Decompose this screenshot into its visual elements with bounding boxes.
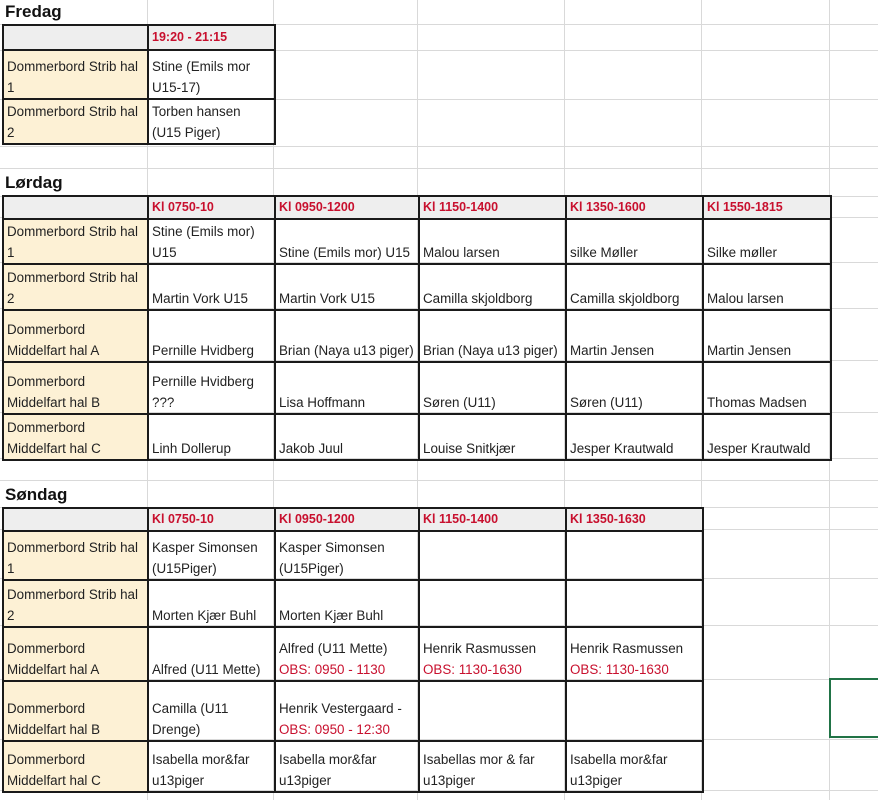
header-blank-cell[interactable] (3, 508, 148, 531)
section-title-lordag[interactable]: Lørdag (5, 173, 63, 192)
assignment-cell[interactable] (275, 681, 419, 741)
assignment-cell[interactable]: Kasper Simonsen (U15Piger) (148, 531, 275, 580)
assignment-name: Henrik Rasmussen (423, 641, 537, 656)
time-slot-header[interactable]: Kl 1150-1400 (419, 196, 566, 219)
assignment-cell[interactable]: Stine (Emils mor) U15 (148, 219, 275, 264)
assignment-cell[interactable]: Martin Jensen (703, 310, 831, 362)
hall-label[interactable]: Dommerbord Strib hal 2 (3, 264, 148, 310)
header-blank-cell[interactable] (3, 196, 148, 219)
assignment-cell[interactable]: Isabella mor&far u13piger (148, 741, 275, 792)
time-slot-header[interactable]: 19:20 - 21:15 (148, 25, 275, 50)
assignment-cell[interactable] (566, 580, 703, 627)
assignment-cell[interactable] (148, 681, 275, 741)
assignment-cell[interactable]: Malou larsen (703, 264, 831, 310)
assignment-cell[interactable]: Thomas Madsen (703, 362, 831, 414)
header-blank-cell[interactable] (3, 25, 148, 50)
assignment-cell[interactable]: Silke møller (703, 219, 831, 264)
assignment-cell[interactable] (419, 531, 566, 580)
assignment-cell[interactable]: Brian (Naya u13 piger) (275, 310, 419, 362)
hall-label[interactable]: Dommerbord Strib hal 1 (3, 50, 148, 99)
assignment-cell[interactable]: Malou larsen (419, 219, 566, 264)
assignment-cell[interactable]: Stine (Emils mor U15-17) (148, 50, 275, 99)
assignment-cell[interactable]: Morten Kjær Buhl (148, 580, 275, 627)
assignment-cell[interactable] (419, 580, 566, 627)
assignment-cell[interactable]: Camilla skjoldborg (419, 264, 566, 310)
schedule-table-lordag (2, 195, 832, 461)
hall-label[interactable]: Dommerbord Strib hal 2 (3, 580, 148, 627)
gridline (0, 146, 878, 147)
time-slot-header[interactable]: Kl 0950-1200 (275, 508, 419, 531)
assignment-cell[interactable] (419, 627, 566, 681)
assignment-cell[interactable] (566, 531, 703, 580)
time-slot-header[interactable]: Kl 1550-1815 (703, 196, 831, 219)
assignment-cell[interactable]: Isabella mor&far u13piger (566, 741, 703, 792)
active-cell-selection[interactable] (829, 678, 878, 738)
assignment-cell[interactable] (148, 627, 275, 681)
assignment-cell[interactable]: Pernille Hvidberg (148, 310, 275, 362)
schedule-table-fredag (2, 24, 276, 145)
obs-note: OBS: 1130-1630 (423, 662, 522, 677)
assignment-cell[interactable]: Louise Snitkjær (419, 414, 566, 460)
hall-label[interactable]: Dommerbord Middelfart hal C (3, 414, 148, 460)
hall-label[interactable]: Dommerbord Middelfart hal B (3, 362, 148, 414)
assignment-name: Henrik Vestergaard - (279, 701, 402, 716)
assignment-cell[interactable]: Martin Jensen (566, 310, 703, 362)
schedule-table-sondag (2, 507, 704, 793)
gridline (0, 480, 878, 481)
assignment-cell[interactable]: Lisa Hoffmann (275, 362, 419, 414)
assignment-cell[interactable]: Jesper Krautwald (703, 414, 831, 460)
assignment-cell[interactable]: Kasper Simonsen (U15Piger) (275, 531, 419, 580)
obs-note: OBS: 0950 - 1130 (279, 662, 386, 677)
assignment-cell[interactable] (275, 627, 419, 681)
assignment-name: Alfred (U11 Mette) (279, 641, 388, 656)
assignment-cell[interactable] (419, 681, 566, 741)
assignment-name: Henrik Rasmussen (570, 641, 684, 656)
time-slot-header[interactable]: Kl 0750-10 (148, 508, 275, 531)
assignment-cell[interactable]: Martin Vork U15 (275, 264, 419, 310)
section-title-fredag[interactable]: Fredag (5, 2, 62, 21)
time-slot-header[interactable]: Kl 1350-1630 (566, 508, 703, 531)
assignment-cell[interactable]: Linh Dollerup (148, 414, 275, 460)
hall-label[interactable]: Dommerbord Middelfart hal C (3, 741, 148, 792)
obs-note: OBS: 0950 - 12:30 (279, 722, 390, 737)
assignment-cell[interactable]: Isabella mor&far u13piger (275, 741, 419, 792)
hall-label[interactable]: Dommerbord Middelfart hal A (3, 627, 148, 681)
assignment-name: Alfred (U11 Mette) (152, 662, 261, 677)
assignment-cell[interactable]: Torben hansen (U15 Piger) (148, 99, 275, 144)
assignment-cell[interactable]: Jesper Krautwald (566, 414, 703, 460)
time-slot-header[interactable]: Kl 0750-10 (148, 196, 275, 219)
assignment-name: Camilla (U11 Drenge) (152, 701, 229, 737)
section-title-sondag[interactable]: Søndag (5, 485, 68, 504)
assignment-cell[interactable]: Pernille Hvidberg ??? (148, 362, 275, 414)
assignment-cell[interactable]: Martin Vork U15 (148, 264, 275, 310)
assignment-cell[interactable] (566, 627, 703, 681)
assignment-cell[interactable]: Morten Kjær Buhl (275, 580, 419, 627)
assignment-cell[interactable]: silke Møller (566, 219, 703, 264)
assignment-cell[interactable]: Camilla skjoldborg (566, 264, 703, 310)
assignment-cell[interactable] (566, 681, 703, 741)
time-slot-header[interactable]: Kl 1350-1600 (566, 196, 703, 219)
gridline (0, 168, 878, 169)
hall-label[interactable]: Dommerbord Middelfart hal B (3, 681, 148, 741)
hall-label[interactable]: Dommerbord Strib hal 2 (3, 99, 148, 144)
hall-label[interactable]: Dommerbord Strib hal 1 (3, 531, 148, 580)
hall-label[interactable]: Dommerbord Strib hal 1 (3, 219, 148, 264)
obs-note: OBS: 1130-1630 (570, 662, 669, 677)
assignment-cell[interactable]: Isabellas mor & far u13piger (419, 741, 566, 792)
assignment-cell[interactable]: Brian (Naya u13 piger) (419, 310, 566, 362)
assignment-cell[interactable]: Søren (U11) (566, 362, 703, 414)
assignment-cell[interactable]: Søren (U11) (419, 362, 566, 414)
time-slot-header[interactable]: Kl 0950-1200 (275, 196, 419, 219)
assignment-cell[interactable]: Jakob Juul (275, 414, 419, 460)
hall-label[interactable]: Dommerbord Middelfart hal A (3, 310, 148, 362)
assignment-cell[interactable]: Stine (Emils mor) U15 (275, 219, 419, 264)
time-slot-header[interactable]: Kl 1150-1400 (419, 508, 566, 531)
